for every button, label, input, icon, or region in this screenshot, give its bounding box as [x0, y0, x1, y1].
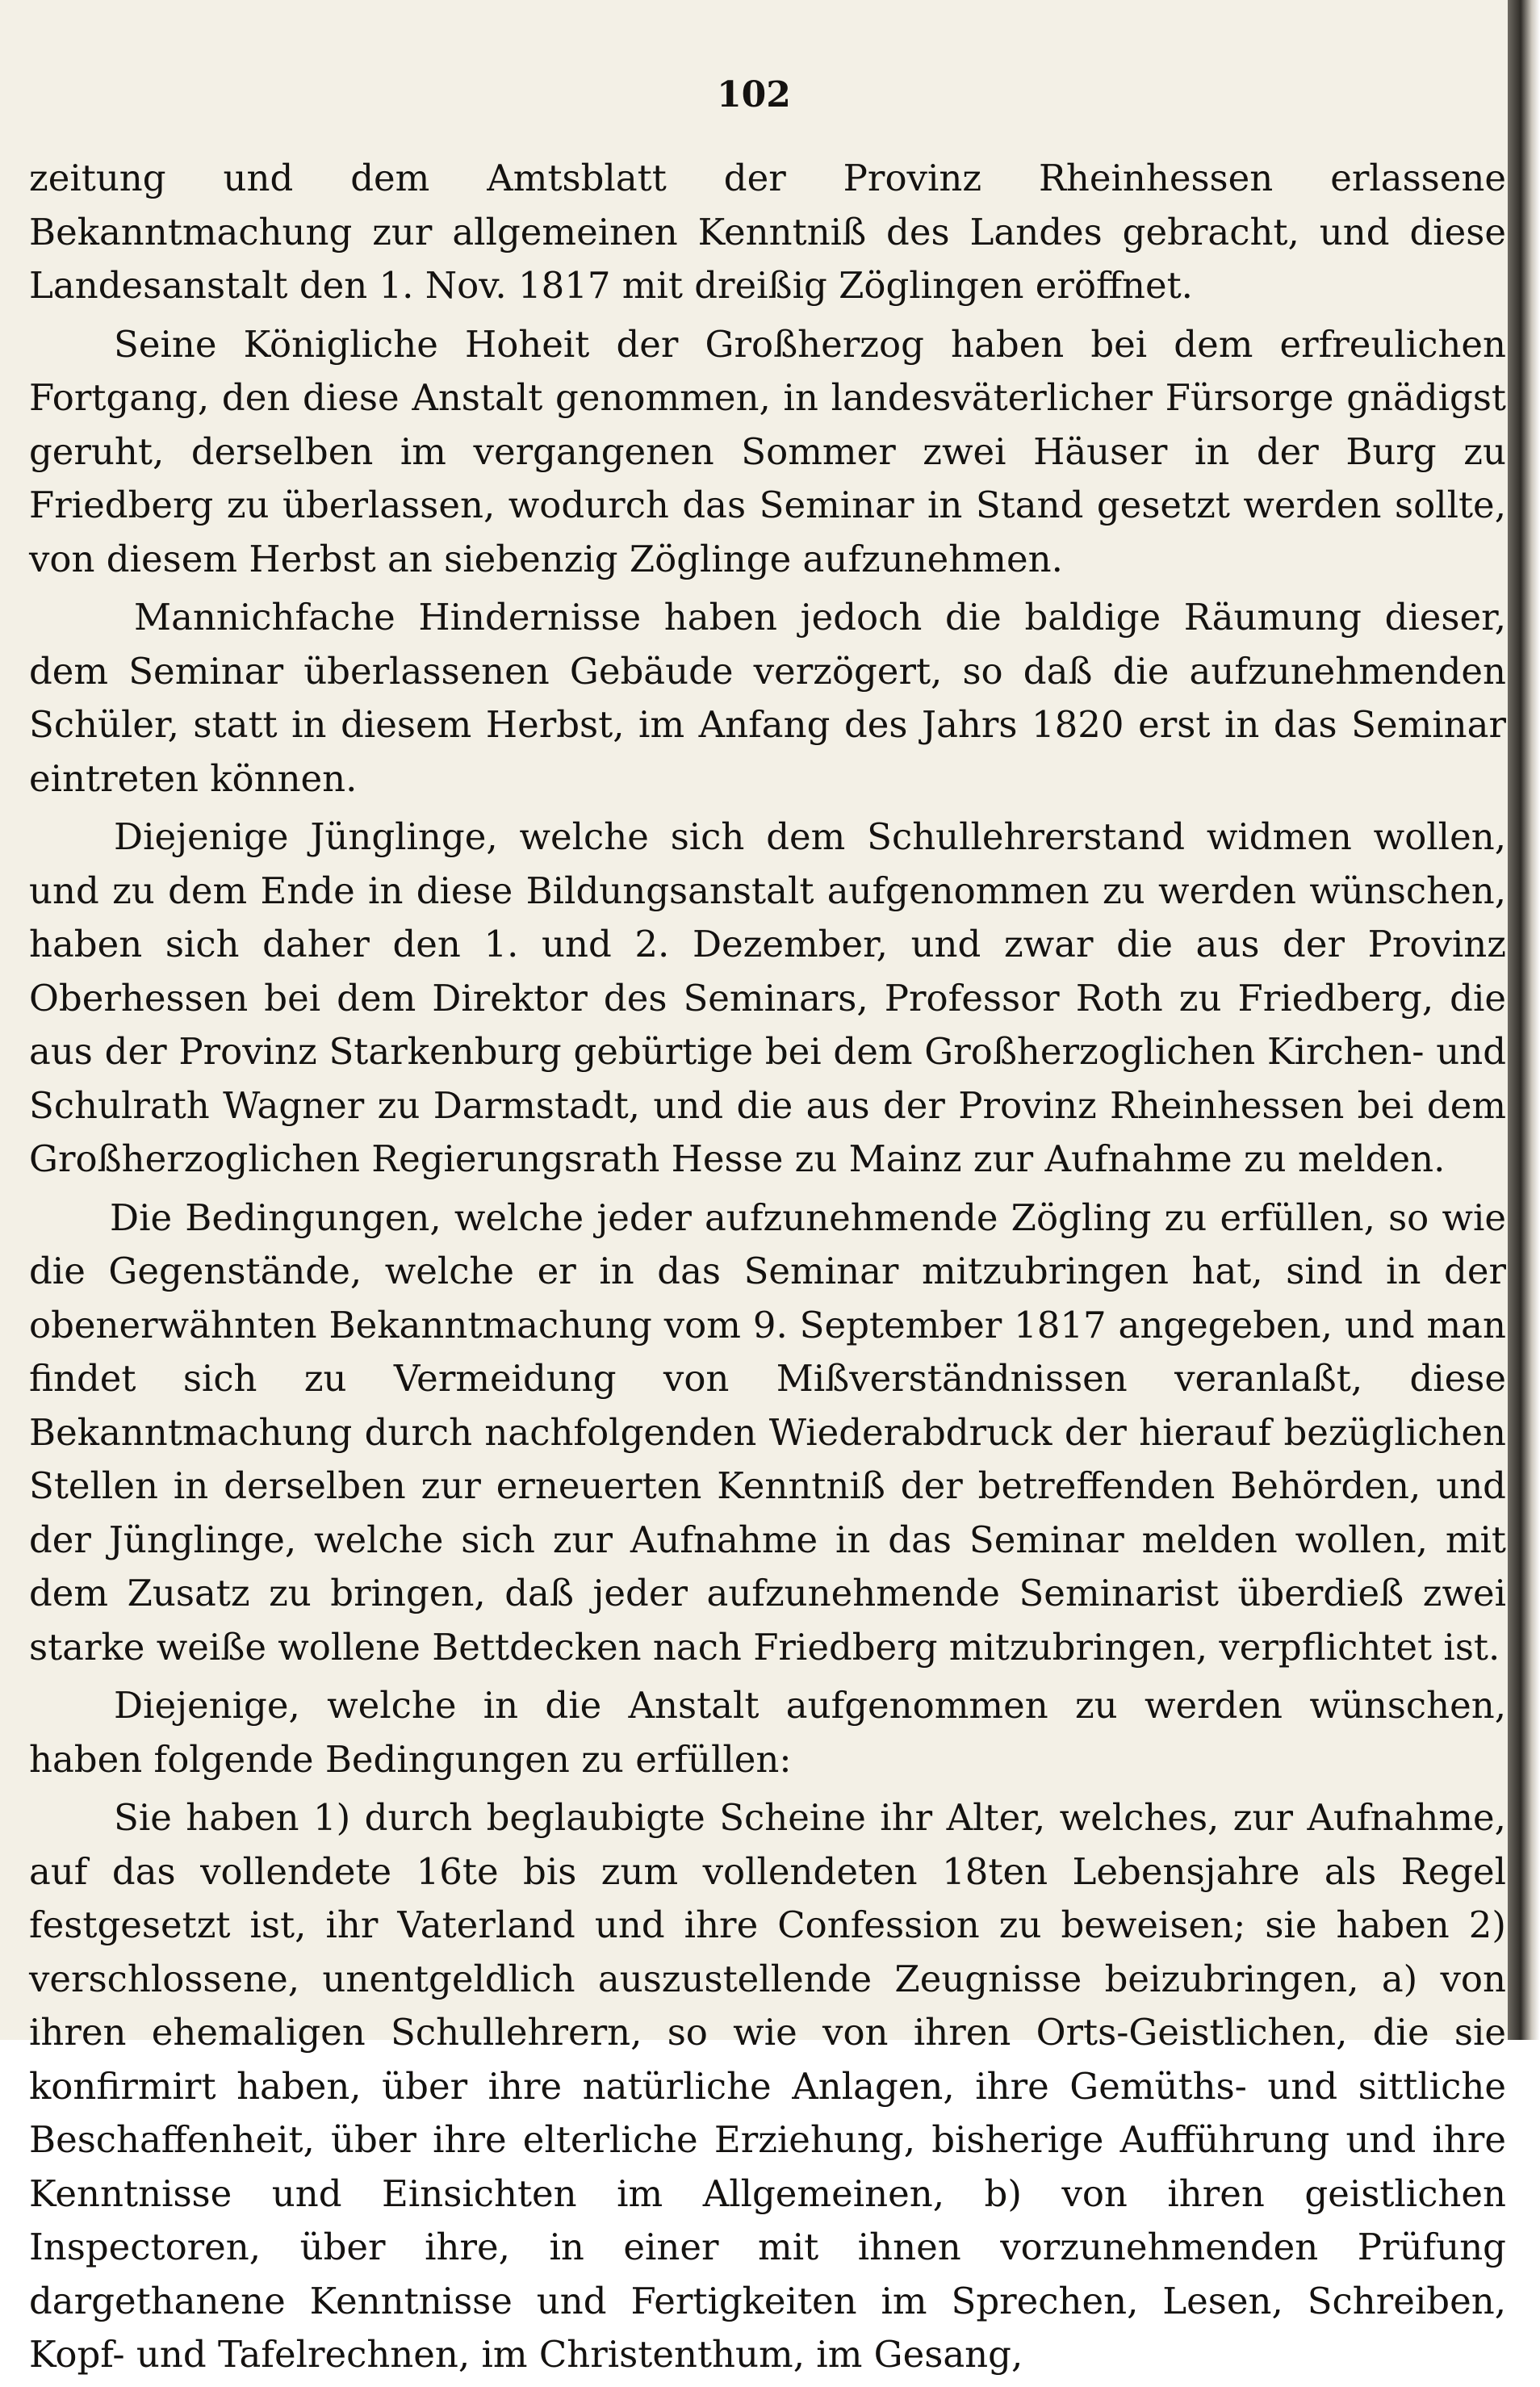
- paragraph: Die Bedingungen, welche jeder aufzunehmende Zögling zu erfüllen, so wie die Gegenstände, welche er in das Seminar mitzubringen hat, sind in der obenerwähnten Bekanntmachung vom 9. September 1817 angegeben, und man findet sich zu Vermeidung von Mißverständnissen veranlaßt, diese Bekanntmachung durch nachfolgenden Wiederabdruck der hierauf bezüglichen Stellen in derselben zur erneuerten Kenntniß der betreffenden Behörden, und der Jünglinge, welche sich zur Aufnahme in das Seminar melden wollen, mit dem Zusatz zu bringen, daß jeder aufzunehmende Seminarist überdieß zwei starke weiße wollene Bettdecken nach Friedberg mitzubringen, verpflichtet ist.: [29, 1196, 1506, 1669]
- body-text: [29, 152, 1506, 2387]
- paragraph: Sie haben 1) durch beglaubigte Scheine ihr Alter, welches, zur Aufnahme, auf das vollendete 16te bis zum vollendeten 18ten Lebensjahre als Regel festgesetzt ist, ihr Vaterland und ihre Confession zu beweisen; sie haben 2) verschlossene, unentgeldlich auszustellende Zeugnisse beizubringen, a) von ihren ehemaligen Schullehrern, so wie von ihren Orts-Geistlichen, die sie konfirmirt haben, über ihre natürliche Anlagen, ihre Gemüths- und sittliche Beschaffenheit, über ihre elterliche Erziehung, bisherige Aufführung und ihre Kenntnisse und Einsichten im Allgemeinen, b) von ihren geistlichen Inspectoren, über ihre, in einer mit ihnen vorzunehmenden Prüfung dargethanene Kenntnisse und Fertigkeiten im Sprechen, Lesen, Schreiben, Kopf- und Tafelrechnen, im Christenthum, im Gesang,: [29, 1796, 1506, 2376]
- paragraph: zeitung und dem Amtsblatt der Provinz Rheinhessen erlassene Bekanntmachung zur allgemeinen Kenntniß des Landes gebracht, und diese Landesanstalt den 1. Nov. 1817 mit dreißig Zöglingen eröffnet.: [29, 157, 1506, 307]
- page-number: 102: [717, 74, 791, 115]
- paragraph: Seine Königliche Hoheit der Großherzog haben bei dem erfreulichen Fortgang, den diese Anstalt genommen, in landesväterlicher Fürsorge gnädigst geruht, derselben im vergangenen Sommer zwei Häuser in der Burg zu Friedberg zu überlassen, wodurch das Seminar in Stand gesetzt werden sollte, von diesem Herbst an siebenzig Zöglinge aufzunehmen.: [29, 322, 1506, 580]
- book-spine-edge: [1508, 0, 1540, 2040]
- paragraph: Diejenige Jünglinge, welche sich dem Schullehrerstand widmen wollen, und zu dem Ende in diese Bildungsanstalt aufgenommen zu werden wünschen, haben sich daher den 1. und 2. Dezember, und zwar die aus der Provinz Oberhessen bei dem Direktor des Seminars, Professor Roth zu Friedberg, die aus der Provinz Starkenburg gebürtige bei dem Großherzoglichen Kirchen- und Schulrath Wagner zu Darmstadt, und die aus der Provinz Rheinhessen bei dem Großherzoglichen Regierungsrath Hesse zu Mainz zur Aufnahme zu melden.: [29, 815, 1506, 1180]
- paragraph: Mannichfache Hindernisse haben jedoch die baldige Räumung dieser, dem Seminar überlassenen Gebäude verzögert, so daß die aufzunehmenden Schüler, statt in diesem Herbst, im Anfang des Jahrs 1820 erst in das Seminar eintreten können.: [29, 596, 1506, 800]
- paragraph: Diejenige, welche in die Anstalt aufgenommen zu werden wünschen, haben folgende Bedingungen zu erfüllen:: [29, 1684, 1506, 1781]
